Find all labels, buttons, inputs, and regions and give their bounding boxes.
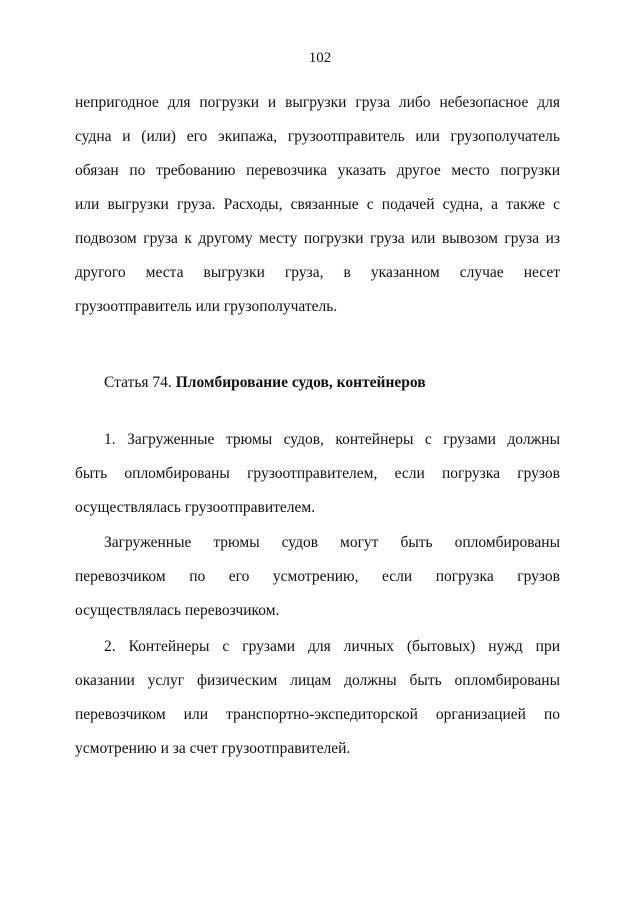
text-line: обязан по требованию перевозчика указать другое место погрузки: [75, 162, 560, 179]
text-line: перевозчиком по его усмотрению, если погрузка грузов: [75, 568, 560, 585]
text-line: усмотрению и за счет грузоотправителей.: [75, 740, 351, 757]
page-number: 102: [308, 50, 332, 66]
text-line: или выгрузки груза. Расходы, связанные с подачей судна, а также с: [75, 196, 560, 213]
paragraph-continuation: [75, 86, 560, 324]
text-line: осуществлялась грузоотправителем.: [75, 499, 316, 516]
text-line: осуществлялась перевозчиком.: [75, 602, 280, 619]
text-line: быть опломбированы грузоотправителем, если погрузка грузов: [75, 465, 560, 482]
paragraph-3: [75, 630, 560, 766]
text-line: другого места выгрузки груза, в указанном случае несет: [75, 264, 560, 281]
article-heading: [104, 371, 426, 395]
text-line: Загруженные трюмы судов могут быть опломбированы: [104, 534, 560, 551]
paragraph-1: [75, 423, 560, 525]
article-number: Статья 74.: [104, 374, 176, 391]
text-line: 1. Загруженные трюмы судов, контейнеры с грузами должны: [104, 431, 560, 448]
text-line: непригодное для погрузки и выгрузки груза либо небезопасное для: [75, 94, 560, 111]
text-line: перевозчиком или транспортно-экспедиторской организацией по: [75, 706, 560, 723]
paragraph-2: [75, 526, 560, 628]
article-title: Пломбирование судов, контейнеров: [175, 374, 426, 391]
text-line: судна и (или) его экипажа, грузоотправитель или грузополучатель: [75, 128, 560, 145]
text-line: подвозом груза к другому месту погрузки груза или вывозом груза из: [75, 230, 560, 247]
text-line: грузоотправитель или грузополучатель.: [75, 298, 338, 315]
text-line: 2. Контейнеры с грузами для личных (бытовых) нужд при: [104, 638, 560, 655]
text-line: оказании услуг физическим лицам должны быть опломбированы: [75, 672, 560, 689]
